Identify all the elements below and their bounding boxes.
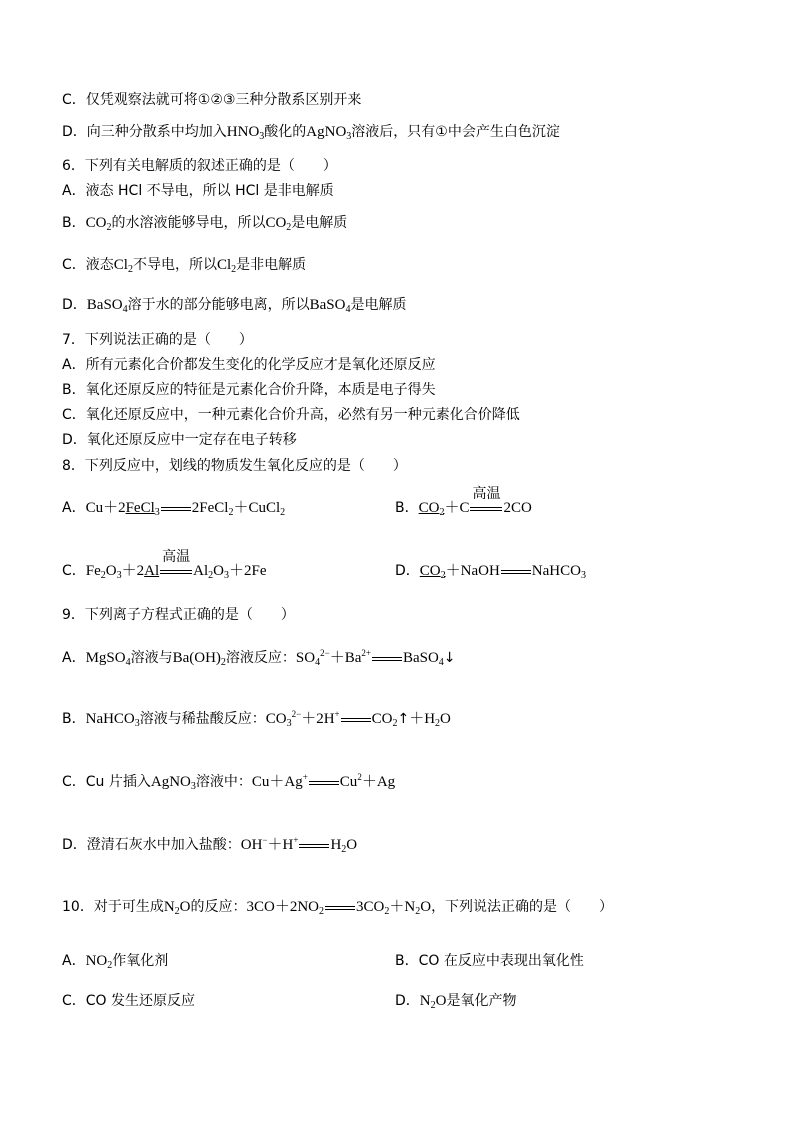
formula — [87, 297, 128, 313]
text: Cu — [339, 774, 358, 790]
subscript: 2 — [220, 657, 226, 668]
q10-option-a — [62, 951, 168, 971]
text: Cu＋2 — [85, 500, 126, 516]
text: Cl — [113, 257, 128, 273]
q8-option-d — [395, 561, 586, 581]
equals-sign — [341, 716, 371, 724]
q8-option-a — [62, 498, 285, 518]
underlined-reactant — [126, 500, 160, 516]
text: O — [179, 899, 191, 915]
text: 是氧化产物 — [446, 993, 517, 1009]
equals-sign — [372, 655, 402, 663]
q6-option-c — [62, 255, 306, 275]
text: SO — [295, 650, 316, 666]
subscript: 2 — [100, 570, 106, 581]
text: N — [163, 899, 175, 915]
text: ＋H — [267, 837, 294, 853]
formula — [114, 257, 133, 273]
ionic-equation — [241, 837, 357, 853]
text: 溶液反应： — [225, 650, 296, 666]
text: ＋Ba — [329, 650, 362, 666]
subscript: 2 — [440, 570, 446, 581]
equals-sign — [309, 779, 339, 787]
subscript: 2 — [127, 264, 133, 275]
text: CO — [418, 500, 440, 516]
text: 是非电解质 — [236, 257, 307, 273]
q6-option-d — [62, 295, 406, 315]
ionic-equation — [252, 774, 395, 790]
text: 溶液与稀盐酸反应： — [139, 711, 266, 727]
ionic-equation — [266, 711, 451, 727]
equals-sign — [160, 549, 192, 576]
formula — [265, 215, 291, 231]
text: O — [213, 563, 224, 579]
q6-option-a: A．液态 HCl 不导电，所以 HCl 是非电解质 — [62, 183, 334, 199]
formula — [420, 993, 447, 1009]
text: A． — [62, 650, 86, 666]
text: 是电解质 — [291, 215, 348, 231]
superscript: 2+ — [361, 648, 371, 658]
q6-option-b — [62, 213, 347, 233]
q7-option-a: A．所有元素化合价都发生变化的化学反应才是氧化还原反应 — [62, 357, 436, 373]
text: 3CO＋2NO — [246, 899, 320, 915]
subscript: 2 — [392, 718, 398, 729]
text: FeCl — [125, 500, 155, 516]
subscript: 3 — [116, 570, 122, 581]
text: 3CO — [356, 899, 385, 915]
text: 溶液后，只有①中会产生白色沉淀 — [351, 124, 560, 140]
equals-sign — [299, 842, 329, 850]
precipitate-arrow: ↓ — [443, 650, 456, 666]
superscript: 2− — [291, 709, 302, 719]
text: O — [105, 563, 117, 579]
text: MgSO — [85, 650, 126, 666]
subscript: 4 — [438, 657, 444, 668]
text: 不导电，所以 — [132, 257, 217, 273]
text: HNO — [226, 124, 260, 140]
formula — [173, 650, 226, 666]
text: AgNO — [150, 774, 191, 790]
text: BaSO — [309, 297, 346, 313]
subscript: 4 — [315, 657, 321, 668]
q7-option-d: D．氧化还原反应中一定存在电子转移 — [62, 432, 297, 448]
text: ＋2H — [301, 711, 335, 727]
text: 溶液与 — [130, 650, 173, 666]
subscript: 4 — [345, 304, 351, 315]
superscript: 2− — [320, 648, 330, 658]
reaction-condition: 高温 — [162, 549, 191, 565]
text: OH — [240, 837, 263, 853]
subscript: 2 — [174, 906, 180, 917]
text: A． — [62, 953, 86, 969]
option-label: D． — [395, 563, 420, 579]
q9-stem: 9．下列离子方程式正确的是（ ） — [62, 607, 295, 623]
option-label: A． — [62, 500, 86, 516]
text: D． — [62, 297, 87, 313]
q10-option-d — [395, 991, 516, 1011]
text: ＋NaOH — [445, 563, 500, 579]
subscript: 2 — [106, 222, 112, 233]
text: 2FeCl — [191, 500, 229, 516]
subscript: 2 — [231, 264, 237, 275]
formula — [227, 124, 265, 140]
text: N — [419, 993, 431, 1009]
subscript: 2 — [286, 222, 292, 233]
superscript: + — [302, 772, 308, 782]
subscript: 2 — [439, 507, 445, 518]
text: D．向三种分散系中均加入 — [62, 124, 227, 140]
subscript: 2 — [384, 906, 390, 917]
text: (OH) — [189, 650, 221, 666]
equation — [247, 899, 432, 915]
q10-option-b: B．CO 在反应中表现出氧化性 — [395, 953, 584, 969]
q9-option-b — [62, 709, 451, 729]
subscript: 2 — [208, 570, 214, 581]
formula — [86, 711, 140, 727]
q10-option-c: C．CO 发生还原反应 — [62, 993, 196, 1009]
subscript: 2 — [319, 906, 325, 917]
equals-sign — [161, 505, 191, 513]
subscript: 2 — [107, 960, 113, 971]
text: ＋2 — [121, 563, 145, 579]
subscript: 2 — [228, 507, 234, 518]
equation — [418, 486, 532, 518]
text: BaSO — [86, 297, 123, 313]
text: 2CO — [503, 500, 532, 516]
q8-option-b — [395, 486, 532, 518]
ionic-equation — [296, 650, 456, 666]
option-label: C． — [62, 563, 86, 579]
text: ＋Ag — [361, 774, 396, 790]
underlined-reactant — [419, 500, 445, 516]
text: Cu＋Ag — [251, 774, 303, 790]
text: CO — [265, 215, 287, 231]
q5-option-c: C．仅凭观察法就可将①②③三种分散系区别开来 — [62, 92, 362, 108]
formula — [164, 899, 191, 915]
text: CO — [371, 711, 393, 727]
subscript: 3 — [190, 781, 196, 792]
text: 10．对于可生成 — [62, 899, 164, 915]
text: CO — [85, 215, 107, 231]
q9-option-d — [62, 835, 357, 855]
subscript: 3 — [286, 718, 292, 729]
equation — [86, 500, 286, 516]
equals-sign — [470, 486, 502, 513]
text: 的水溶液能够导电，所以 — [111, 215, 266, 231]
text: O — [346, 837, 358, 853]
reaction-condition: 高温 — [472, 486, 501, 502]
text: D．澄清石灰水中加入盐酸： — [62, 837, 241, 853]
q5-option-d — [62, 122, 560, 142]
subscript: 2 — [430, 1000, 436, 1011]
text: AgNO — [306, 124, 347, 140]
text: BaSO — [402, 650, 439, 666]
subscript: 2 — [280, 507, 286, 518]
text: 作氧化剂 — [112, 953, 169, 969]
text: C．液态 — [62, 257, 114, 273]
text: Fe — [85, 563, 101, 579]
text: B． — [62, 215, 86, 231]
formula — [86, 953, 113, 969]
text: ＋2Fe — [228, 563, 267, 579]
subscript: 2 — [341, 844, 347, 855]
q8-stem: 8．下列反应中，划线的物质发生氧化反应的是（ ） — [62, 458, 407, 474]
formula — [310, 297, 351, 313]
formula — [151, 774, 196, 790]
text: Ba — [172, 650, 190, 666]
subscript: 3 — [154, 507, 160, 518]
underlined-reactant — [420, 563, 446, 579]
text: ＋N — [389, 899, 416, 915]
text: NO — [85, 953, 108, 969]
subscript: 2 — [435, 718, 441, 729]
q8-option-c — [62, 549, 267, 581]
subscript: 4 — [125, 657, 131, 668]
text: 溶液中： — [195, 774, 252, 790]
equals-sign — [325, 904, 355, 912]
superscript: + — [334, 709, 340, 719]
text: O — [420, 899, 432, 915]
subscript: 3 — [346, 131, 352, 142]
superscript: 2 — [357, 772, 362, 782]
option-label: B． — [395, 500, 419, 516]
q10-stem — [62, 897, 613, 917]
subscript: 3 — [134, 718, 140, 729]
text: CO — [419, 563, 441, 579]
text: 的反应： — [190, 899, 247, 915]
text: Cl — [216, 257, 232, 273]
text: 酸化的 — [264, 124, 307, 140]
text: O — [435, 993, 447, 1009]
text: 溶于水的部分能够电离，所以 — [127, 297, 310, 313]
subscript: 3 — [580, 570, 586, 581]
q9-option-a — [62, 648, 456, 668]
subscript: 4 — [122, 304, 128, 315]
gas-arrow: ↑ — [397, 711, 410, 727]
subscript: 2 — [415, 906, 421, 917]
q9-option-c — [62, 772, 395, 792]
q7-option-b: B．氧化还原反应的特征是元素化合价升降，本质是电子得失 — [62, 382, 436, 398]
text: D． — [395, 993, 420, 1009]
text: ＋C — [444, 500, 470, 516]
formula — [306, 124, 351, 140]
underlined-reactant: Al — [144, 563, 160, 579]
q7-option-c: C．氧化还原反应中，一种元素化合价升高，必然有另一种元素化合价降低 — [62, 407, 520, 423]
equation — [420, 563, 586, 579]
text: B． — [62, 711, 86, 727]
text: ＋CuCl — [233, 500, 281, 516]
text: ，下列说法正确的是（ ） — [431, 899, 614, 915]
text: Al — [193, 563, 209, 579]
formula — [86, 650, 131, 666]
superscript: − — [262, 835, 268, 845]
formula — [86, 215, 112, 231]
subscript: 3 — [223, 570, 229, 581]
text: NaHCO — [531, 563, 581, 579]
equation — [85, 549, 267, 581]
formula — [217, 257, 236, 273]
equals-sign — [501, 568, 531, 576]
text: NaHCO — [85, 711, 135, 727]
text: H — [330, 837, 342, 853]
q7-stem: 7．下列说法正确的是（ ） — [62, 332, 253, 348]
text: C．Cu 片插入 — [62, 774, 151, 790]
q6-stem: 6．下列有关电解质的叙述正确的是（ ） — [62, 158, 337, 174]
text: CO — [265, 711, 287, 727]
superscript: + — [293, 835, 299, 845]
text: ＋H — [409, 711, 436, 727]
text: O — [440, 711, 451, 727]
text: 是电解质 — [350, 297, 407, 313]
subscript: 3 — [259, 131, 265, 142]
